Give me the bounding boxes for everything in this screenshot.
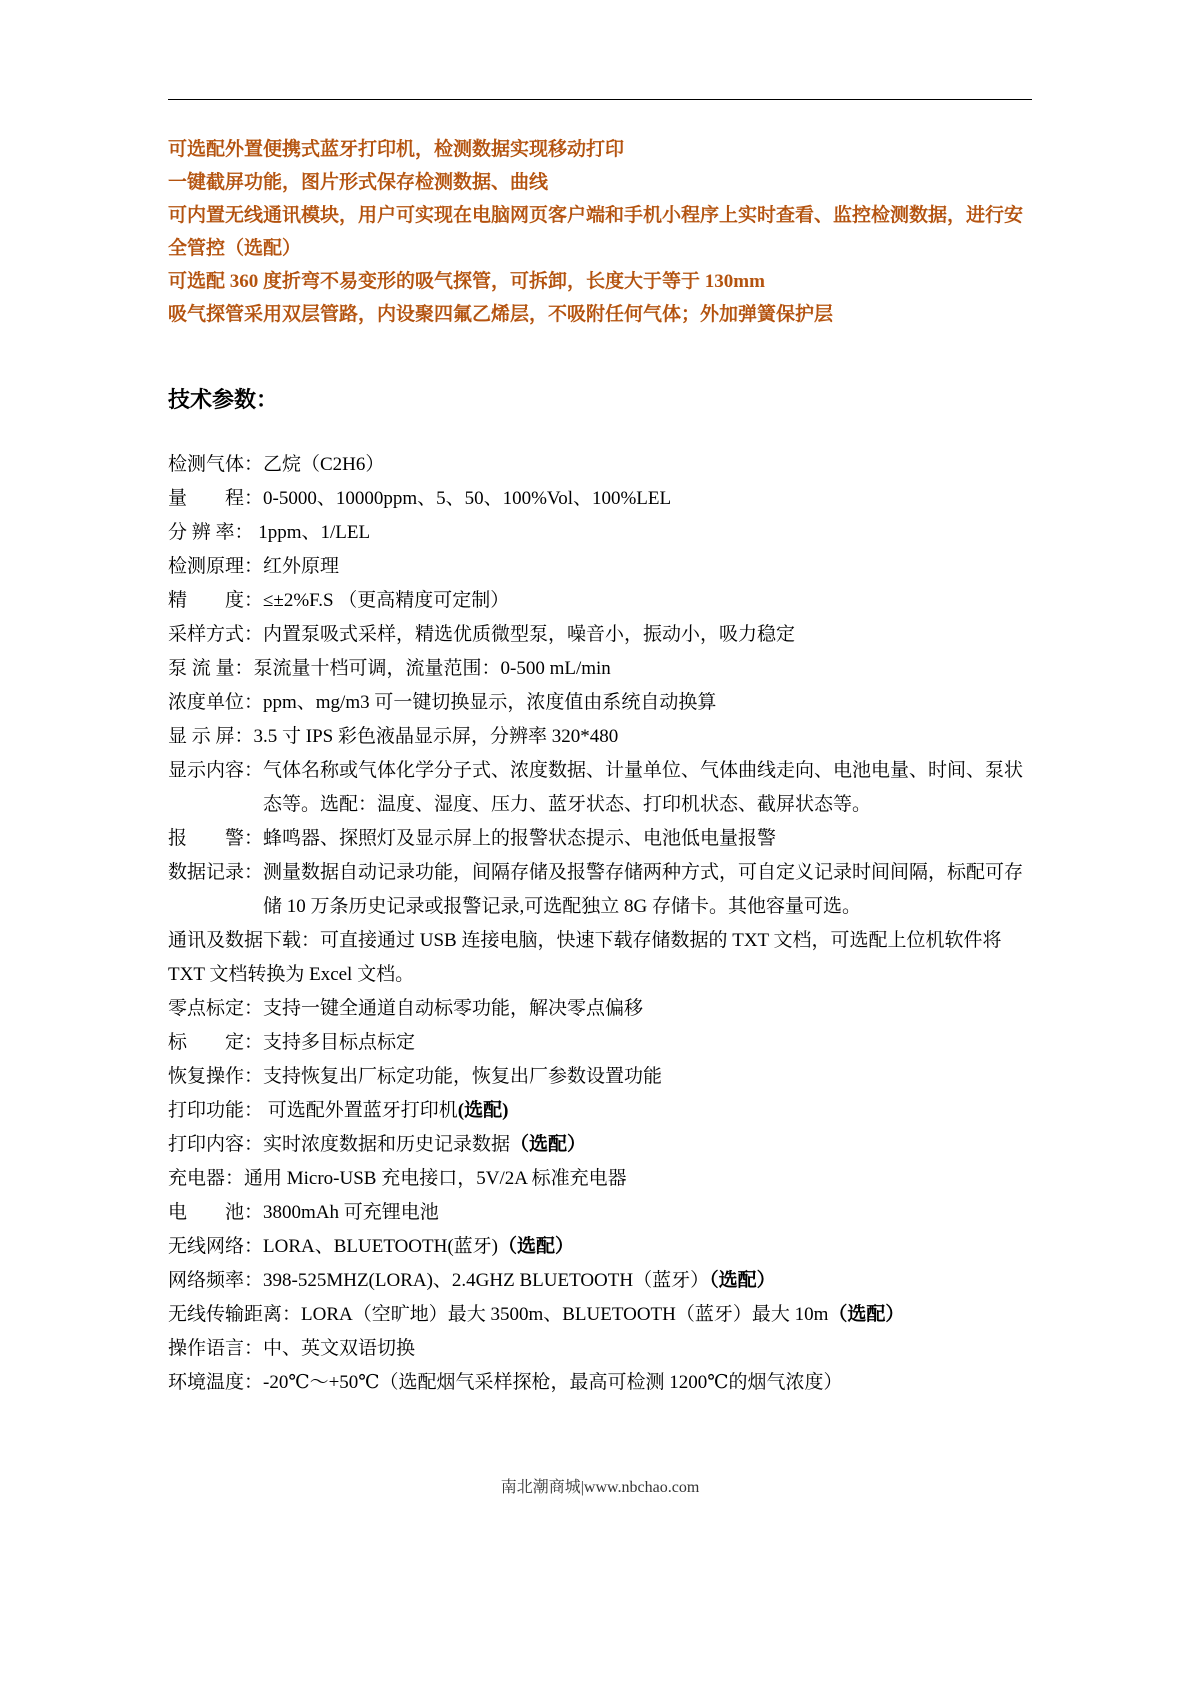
spec-text: 标 定：支持多目标点标定 [168,1032,416,1053]
spec-bold: （选配） [498,1236,575,1257]
intro-line: 一键截屏功能，图片形式保存检测数据、曲线 [168,172,549,193]
spec-text: 充电器：通用 Micro-USB 充电接口，5V/2A 标准充电器 [168,1168,627,1189]
spec-line-data-record [168,856,1032,924]
spec-line-unit [168,686,1032,720]
spec-line-battery [168,1196,1032,1230]
spec-text: 泵 流 量：泵流量十档可调，流量范围：0-500 mL/min [168,658,611,679]
spec-line-wireless-distance [168,1298,1032,1332]
spec-text: 量 程：0-5000、10000ppm、5、50、100%Vol、100%LEL [168,488,672,509]
spec-line-language [168,1332,1032,1366]
spec-text: 数据记录：测量数据自动记录功能，间隔存储及报警存储两种方式，可自定义记录时间间隔，标配可存储 10 万条历史记录或报警记录,可选配独立 8G 存储卡。其他容量可选。 [168,862,1024,917]
spec-line-alarm [168,822,1032,856]
spec-line-calibration [168,1026,1032,1060]
spec-line-display-content [168,754,1032,822]
page-footer [0,1478,1200,1498]
spec-text: 采样方式：内置泵吸式采样，精选优质微型泵，噪音小，振动小，吸力稳定 [168,624,796,645]
spec-line-display [168,720,1032,754]
spec-text: 打印内容：实时浓度数据和历史记录数据 [168,1134,511,1155]
document-content [0,99,1200,1400]
spec-line-sampling [168,618,1032,652]
spec-text: 精 度：≤±2%F.S （更高精度可定制） [168,590,510,611]
spec-text: 显示内容：气体名称或气体化学分子式、浓度数据、计量单位、气体曲线走向、电池电量、时间、泵状态等。选配：温度、湿度、压力、蓝牙状态、打印机状态、截屏状态等。 [168,760,1024,815]
spec-line-pump-flow [168,652,1032,686]
spec-text: 检测原理：红外原理 [168,556,340,577]
spec-text: 无线传输距离：LORA（空旷地）最大 3500m、BLUETOOTH（蓝牙）最大 10m [168,1304,829,1325]
spec-text: 环境温度：-20℃～+50℃（选配烟气采样探枪，最高可检测 1200℃的烟气浓度） [168,1372,843,1393]
section-title: 技术参数： [168,387,279,412]
spec-line-principle [168,550,1032,584]
spec-line-zero-calibration [168,992,1032,1026]
intro-line: 吸气探管采用双层管路，内设聚四氟乙烯层，不吸附任何气体；外加弹簧保护层 [168,304,834,325]
spec-text: 恢复操作：支持恢复出厂标定功能，恢复出厂参数设置功能 [168,1066,663,1087]
spec-bold: （选配） [709,1270,776,1291]
spec-line-print-function [168,1094,1032,1128]
spec-line-communication [168,924,1032,992]
spec-text: 分 辨 率： 1ppm、1/LEL [168,522,371,543]
spec-line-ambient-temperature [168,1366,1032,1400]
intro-line: 可选配外置便携式蓝牙打印机，检测数据实现移动打印 [168,139,625,160]
spec-text: 打印功能： 可选配外置蓝牙打印机 [168,1100,458,1121]
spec-bold: （选配） [828,1304,905,1325]
intro-line: 可选配 360 度折弯不易变形的吸气探管，可拆卸，长度大于等于 130mm [168,271,765,292]
footer-text: 南北潮商城|www.nbchao.com [500,1479,700,1496]
spec-text: 报 警：蜂鸣器、探照灯及显示屏上的报警状态提示、电池低电量报警 [168,828,777,849]
intro-line: 可内置无线通讯模块，用户可实现在电脑网页客户端和手机小程序上实时查看、监控检测数据，进行安全管控（选配） [168,205,1024,259]
spec-line-charger [168,1162,1032,1196]
spec-line-accuracy [168,584,1032,618]
spec-text: 检测气体：乙烷（C2H6） [168,454,385,475]
spec-line-restore [168,1060,1032,1094]
spec-text: 无线网络：LORA、BLUETOOTH(蓝牙) [168,1236,499,1257]
spec-line-network-frequency [168,1264,1032,1298]
spec-line-wireless-network [168,1230,1032,1264]
spec-text: 显 示 屏：3.5 寸 IPS 彩色液晶显示屏，分辨率 320*480 [168,726,619,747]
spec-line-resolution [168,516,1032,550]
spec-list [168,448,1032,1400]
header-rule [168,99,1032,100]
spec-line-print-content [168,1128,1032,1162]
spec-text: 网络频率：398-525MHZ(LORA)、2.4GHZ BLUETOOTH（蓝牙） [168,1270,710,1291]
intro-highlights [168,133,1032,331]
spec-bold: (选配) [457,1100,509,1121]
spec-text: 操作语言：中、英文双语切换 [168,1338,416,1359]
spec-text: 浓度单位：ppm、mg/m3 可一键切换显示，浓度值由系统自动换算 [168,692,717,713]
spec-text: 通讯及数据下载：可直接通过 USB 连接电脑，快速下载存储数据的 TXT 文档，可选配上位机软件将 TXT 文档转换为 Excel 文档。 [168,930,1007,985]
spec-line-range [168,482,1032,516]
spec-bold: （选配） [510,1134,587,1155]
spec-line-detect-gas [168,448,1032,482]
spec-text: 零点标定：支持一键全通道自动标零功能，解决零点偏移 [168,998,644,1019]
spec-text: 电 池：3800mAh 可充锂电池 [168,1202,439,1223]
